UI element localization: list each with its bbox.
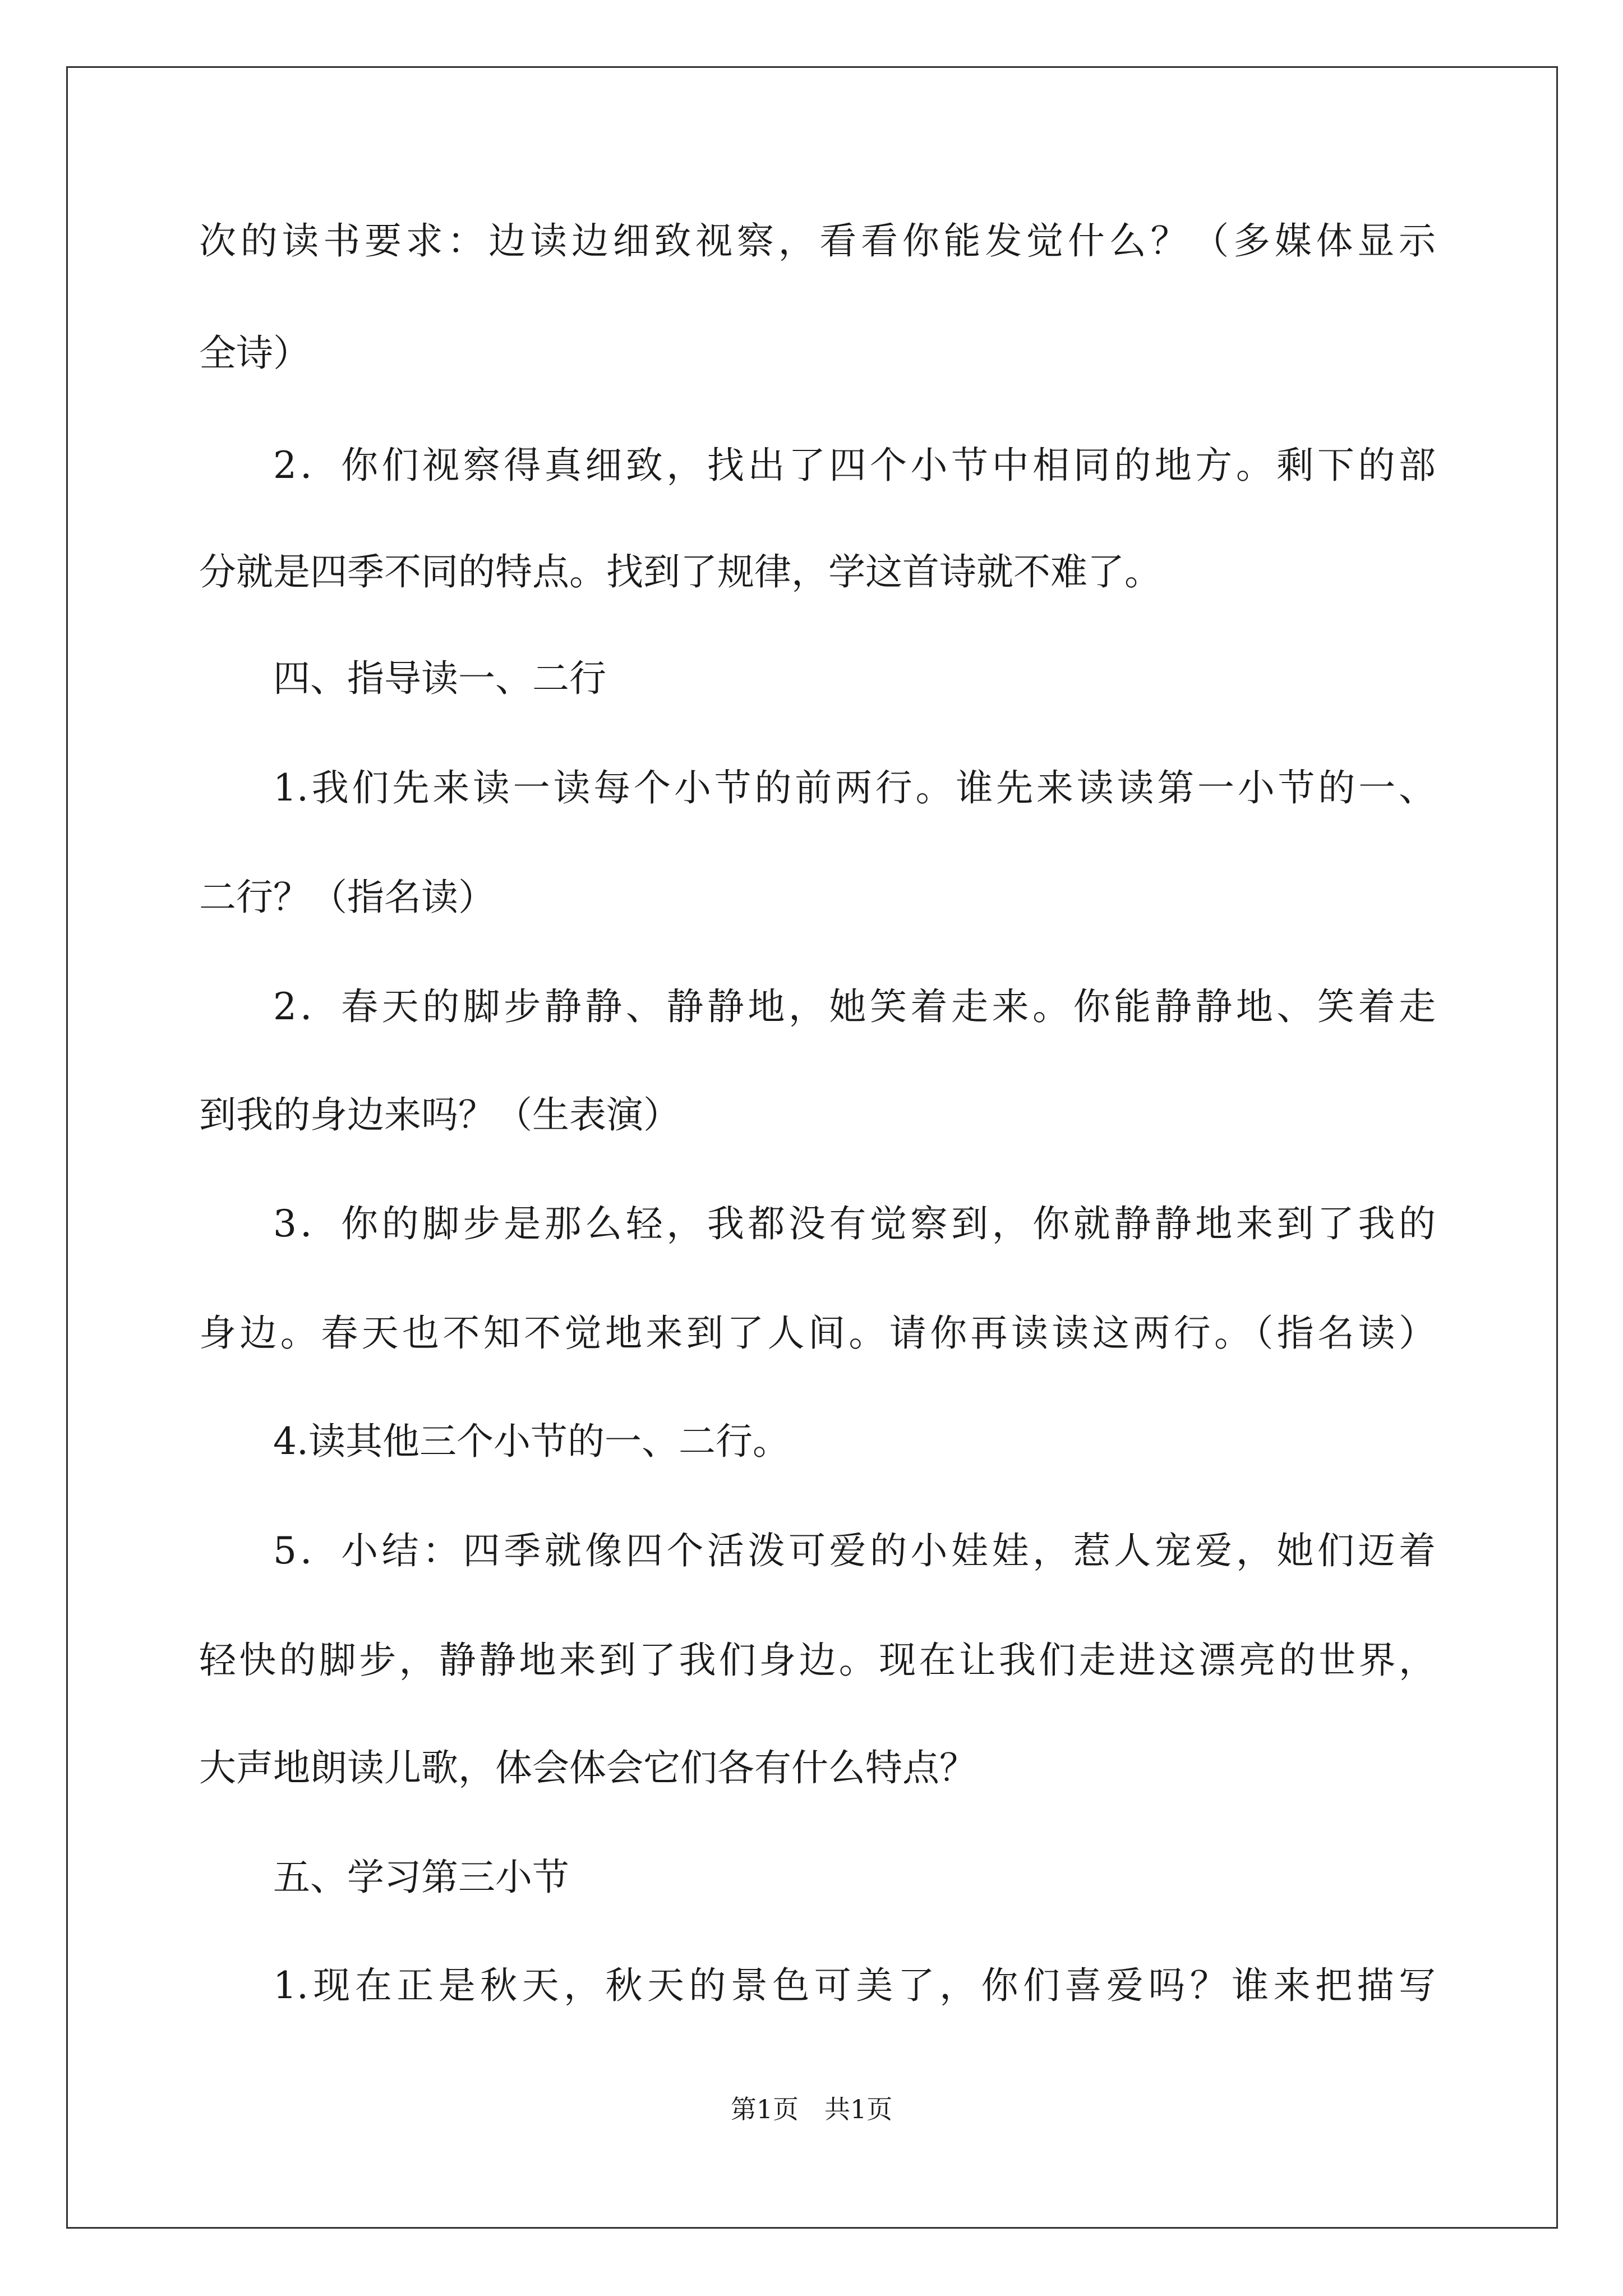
- text-line: 5．小结：四季就像四个活泼可爱的小娃娃，惹人宠爱，她们迈着: [273, 1529, 1436, 1572]
- text-line: 身边。春天也不知不觉地来到了人间。请你再读读这两行。（指名读）: [199, 1312, 1436, 1355]
- page-number-footer: 第1页 共1页: [730, 2094, 893, 2124]
- text-line: 二行？（指名读）: [199, 876, 495, 919]
- text-line: 到我的身边来吗？（生表演）: [199, 1093, 680, 1137]
- text-line: 轻快的脚步，静静地来到了我们身边。现在让我们走进这漂亮的世界，: [199, 1639, 1436, 1682]
- text-line: 全诗）: [199, 332, 310, 375]
- text-line: 3．你的脚步是那么轻，我都没有觉察到，你就静静地来到了我的: [273, 1202, 1436, 1245]
- text-line: 2．春天的脚步静静、静静地，她笑着走来。你能静静地、笑着走: [273, 985, 1436, 1028]
- text-line: 次的读书要求：边读边细致视察，看看你能发觉什么？（多媒体显示: [199, 219, 1436, 263]
- text-line: 2．你们视察得真细致，找出了四个小节中相同的地方。剩下的部: [273, 444, 1436, 487]
- text-line: 1.现在正是秋天，秋天的景色可美了，你们喜爱吗？谁来把描写: [273, 1964, 1436, 2007]
- text-line: 分就是四季不同的特点。找到了规律，学这首诗就不难了。: [199, 550, 1161, 593]
- section-heading: 五、学习第三小节: [273, 1856, 569, 1899]
- text-line: 4.读其他三个小节的一、二行。: [273, 1420, 790, 1463]
- text-line: 1.我们先来读一读每个小节的前两行。谁先来读读第一小节的一、: [273, 766, 1436, 809]
- text-line: 大声地朗读儿歌，体会体会它们各有什么特点？: [199, 1746, 976, 1789]
- section-heading: 四、指导读一、二行: [273, 657, 606, 700]
